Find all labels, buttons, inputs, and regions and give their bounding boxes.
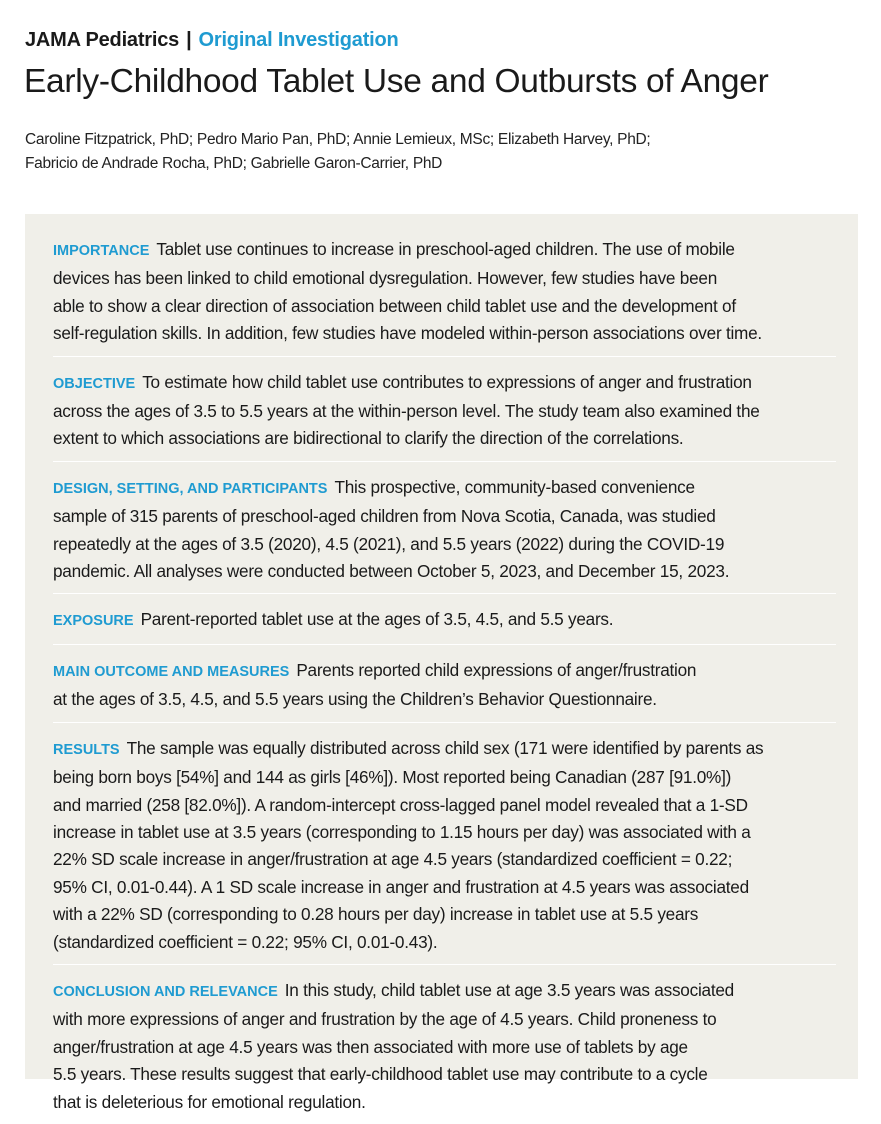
section-label: IMPORTANCE (53, 243, 150, 259)
section-text: This prospective, community-based convenience (334, 476, 695, 497)
abstract-section-objective (53, 369, 836, 462)
journal-name: JAMA Pediatrics (25, 29, 180, 51)
section-text: with more expressions of anger and frustration by the age of 4.5 years. Child proneness to (53, 1009, 717, 1030)
section-text: with a 22% SD (corresponding to 0.28 hours per day) increase in tablet use at 5.5 years (53, 904, 699, 925)
abstract-line (53, 764, 836, 791)
section-text: anger/frustration at age 4.5 years was then associated with more use of tablets by age (53, 1036, 688, 1057)
section-label: OBJECTIVE (53, 375, 136, 392)
abstract-line (53, 735, 836, 764)
author-line: Caroline Fitzpatrick, PhD; Pedro Mario Pan, PhD; Annie Lemieux, MSc; Elizabeth Harvey, PhD; (25, 131, 651, 148)
section-text: 22% SD scale increase in anger/frustration at age 4.5 years (standardized coefficient = 0.22; (53, 849, 733, 870)
section-text: To estimate how child tablet use contributes to expressions of anger and frustration (142, 371, 752, 392)
section-text: and married (258 [82.0%]). A random-intercept cross-lagged panel model revealed that a 1-SD (53, 794, 748, 815)
section-text: 95% CI, 0.01-0.44). A 1 SD scale increase in anger and frustration at 4.5 years was associated (53, 876, 749, 897)
abstract-line (53, 1034, 836, 1061)
section-text: In this study, child tablet use at age 3.5 years was associated (284, 979, 734, 1000)
abstract-section-design-setting-and-participants (53, 474, 836, 595)
abstract-line (53, 929, 836, 956)
abstract-line (53, 846, 836, 873)
abstract-line (53, 474, 836, 503)
section-label: EXPOSURE (53, 613, 134, 630)
abstract-line (53, 531, 836, 558)
section-text: being born boys [54%] and 144 as girls [46%]). Most reported being Canadian (287 [91.0%]) (53, 767, 732, 788)
abstract-section-exposure (53, 606, 836, 644)
section-label: MAIN OUTCOME AND MEASURES (53, 663, 290, 680)
section-text: pandemic. All analyses were conducted between October 5, 2023, and December 15, 2023. (53, 561, 730, 582)
section-text: that is deleterious for emotional regulation. (53, 1091, 366, 1112)
section-text: sample of 315 parents of preschool-aged children from Nova Scotia, Canada, was studied (53, 506, 716, 527)
section-text: Tablet use continues to increase in preschool-aged children. The use of mobile (156, 239, 735, 259)
section-text: self-regulation skills. In addition, few studies have modeled within-person associations over time. (53, 323, 762, 344)
author-list (25, 128, 865, 176)
abstract-line (53, 1061, 836, 1088)
abstract-section-importance (53, 236, 836, 357)
abstract-line (53, 503, 836, 530)
section-label: CONCLUSION AND RELEVANCE (53, 983, 278, 1000)
abstract-line (53, 1006, 836, 1033)
abstract-box (25, 214, 858, 1112)
abstract-line (53, 606, 836, 635)
section-label: DESIGN, SETTING, AND PARTICIPANTS (53, 480, 328, 497)
abstract-line (53, 320, 836, 347)
abstract-line (53, 236, 836, 265)
abstract-line (53, 398, 836, 425)
abstract-line (53, 686, 836, 713)
section-text: increase in tablet use at 3.5 years (corresponding to 1.15 hours per day) was associated with a (53, 821, 751, 842)
section-text: extent to which associations are bidirectional to clarify the direction of the correlations. (53, 428, 684, 449)
abstract-line (53, 901, 836, 928)
abstract-line (53, 369, 836, 398)
abstract-section-results (53, 735, 836, 965)
section-text: (standardized coefficient = 0.22; 95% CI, 0.01-0.43). (53, 931, 438, 952)
section-text: The sample was equally distributed across child sex (171 were identified by parents as (126, 737, 764, 758)
section-text: Parent-reported tablet use at the ages of 3.5, 4.5, and 5.5 years. (140, 609, 614, 630)
section-text: repeatedly at the ages of 3.5 (2020), 4.5 (2021), and 5.5 years (2022) during the COVID-19 (53, 533, 725, 554)
abstract-section-conclusion-and-relevance (53, 977, 836, 1124)
article-type[interactable]: Original Investigation (198, 29, 399, 51)
abstract-line (53, 265, 836, 292)
article-title: Early-Childhood Tablet Use and Outbursts of Anger (24, 63, 769, 100)
section-text: at the ages of 3.5, 4.5, and 5.5 years using the Children’s Behavior Questionnaire. (53, 689, 657, 710)
section-text: across the ages of 3.5 to 5.5 years at the within-person level. The study team also examined the (53, 401, 760, 422)
author-line: Fabricio de Andrade Rocha, PhD; Gabrielle Garon-Carrier, PhD (25, 155, 443, 172)
journal-header (25, 28, 399, 52)
abstract-line (53, 425, 836, 452)
section-text: able to show a clear direction of association between child tablet use and the development of (53, 295, 736, 316)
abstract-line (53, 819, 836, 846)
abstract-line (53, 558, 836, 585)
section-text: 5.5 years. These results suggest that early-childhood tablet use may contribute to a cycle (53, 1064, 708, 1085)
section-text: Parents reported child expressions of anger/frustration (296, 659, 697, 680)
abstract-line (53, 293, 836, 320)
abstract-section-main-outcome-and-measures (53, 657, 836, 723)
section-label: RESULTS (53, 741, 120, 758)
abstract-line (53, 874, 836, 901)
abstract-line (53, 657, 836, 686)
section-text: devices has been linked to child emotional dysregulation. However, few studies have been (53, 268, 718, 289)
abstract-line (53, 1089, 836, 1116)
abstract-line (53, 792, 836, 819)
journal-separator: | (186, 29, 192, 51)
abstract-line (53, 977, 836, 1006)
